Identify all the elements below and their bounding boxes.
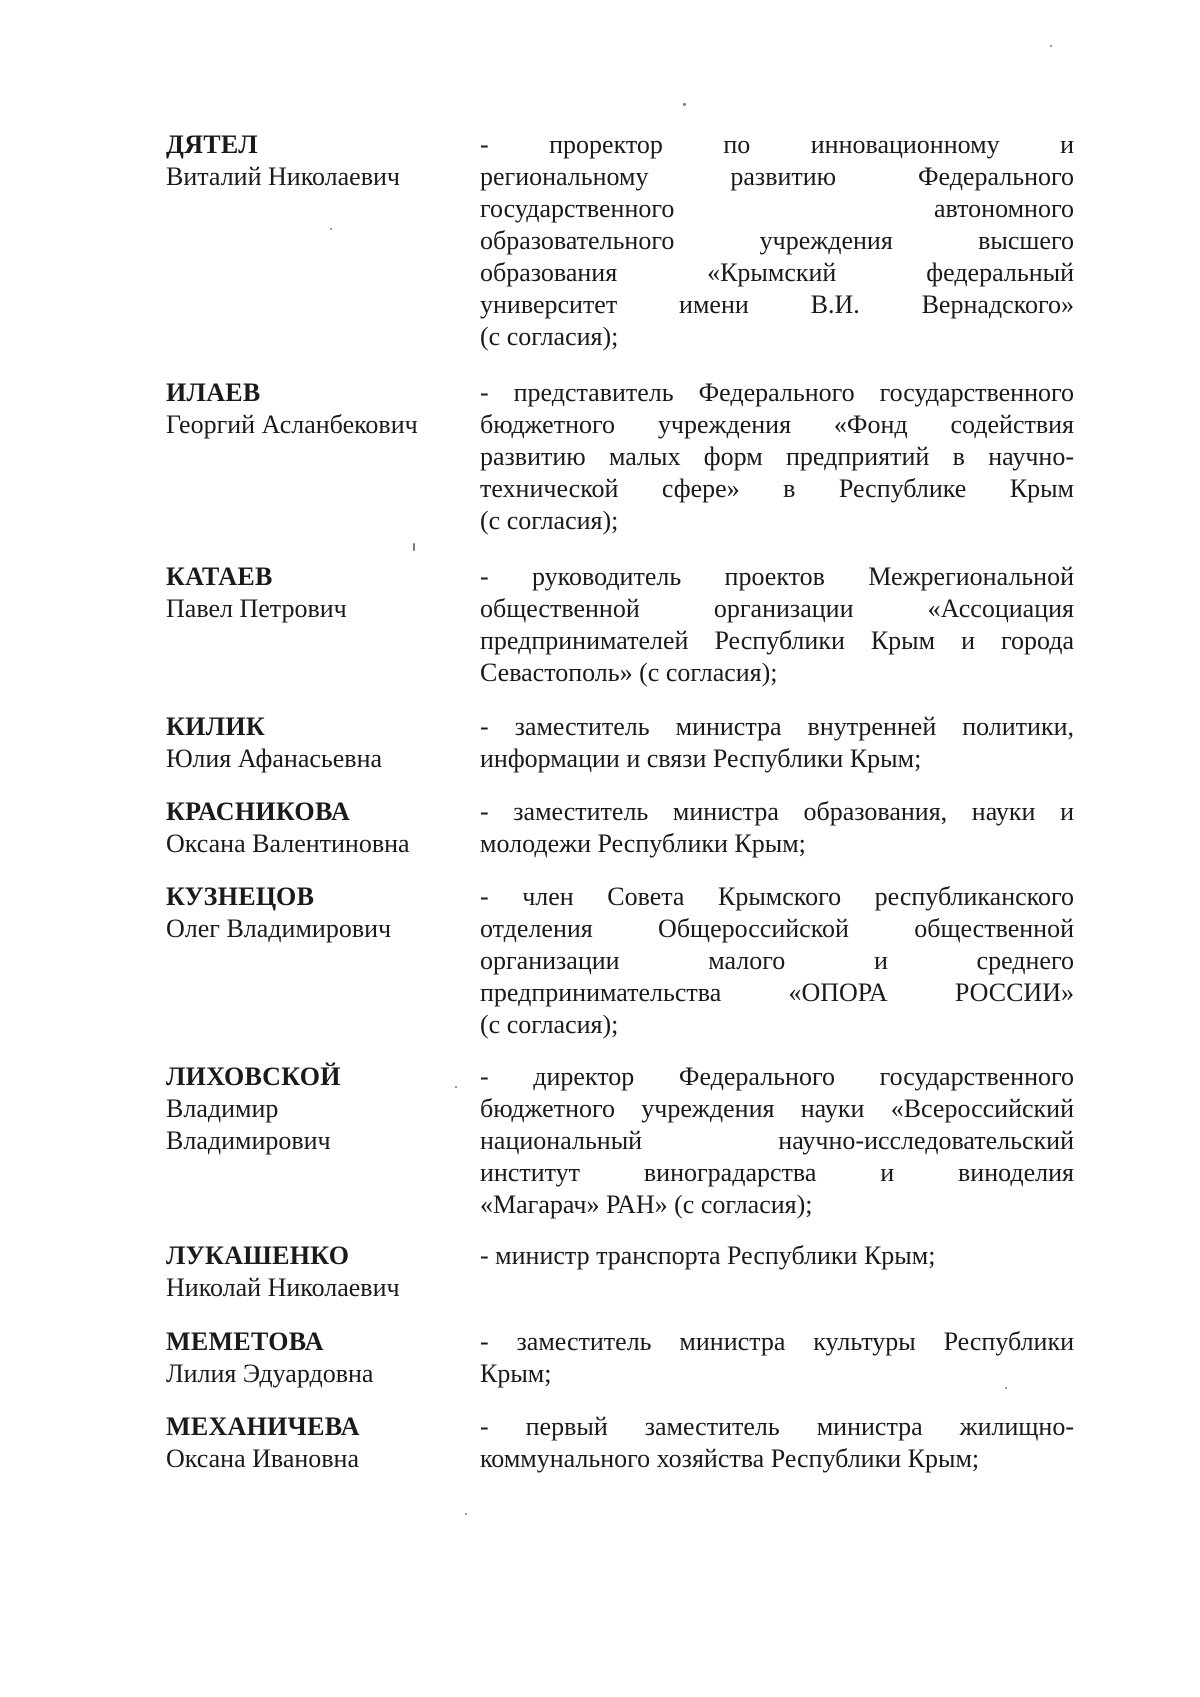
role-line: образовательного учреждения высшего — [480, 226, 1074, 255]
role-line: бюджетного учреждения «Фонд содействия — [480, 410, 1074, 439]
scan-speck — [683, 103, 686, 106]
role-line: - заместитель министра культуры Республики — [480, 1327, 1074, 1356]
member-surname: КИЛИК — [166, 712, 266, 741]
member-role — [480, 711, 1074, 775]
role-line: - директор Федерального государственного — [480, 1062, 1074, 1091]
member-role — [480, 377, 1074, 537]
member-name — [166, 711, 466, 775]
member-given-name: Лилия Эдуардовна — [166, 1359, 374, 1388]
role-line: - заместитель министра образования, науки и — [480, 797, 1074, 826]
member-given-name: Олег Владимирович — [166, 914, 392, 943]
role-line: информации и связи Республики Крым; — [480, 744, 922, 773]
member-name — [166, 1326, 466, 1390]
role-line: - член Совета Крымского республиканского — [480, 882, 1074, 911]
member-name — [166, 377, 466, 441]
member-given-name: Юлия Афанасьевна — [166, 744, 383, 773]
member-surname: ИЛАЕВ — [166, 378, 261, 407]
role-line: развитию малых форм предприятий в научно- — [480, 442, 1074, 471]
member-name — [166, 1240, 466, 1304]
member-role — [480, 561, 1074, 689]
scan-speck — [1050, 45, 1052, 47]
member-surname: МЕМЕТОВА — [166, 1327, 324, 1356]
member-role — [480, 881, 1074, 1041]
member-given-name: Оксана Ивановна — [166, 1444, 360, 1473]
member-name — [166, 796, 466, 860]
member-surname: КУЗНЕЦОВ — [166, 882, 315, 911]
scan-speck — [330, 228, 332, 230]
member-given-name: Виталий Николаевич — [166, 162, 400, 191]
member-surname: ЛИХОВСКОЙ — [166, 1062, 341, 1091]
role-line: молодежи Республики Крым; — [480, 829, 806, 858]
scan-speck — [413, 543, 415, 551]
member-given-name: Георгий Асланбекович — [166, 410, 418, 439]
member-surname: ЛУКАШЕНКО — [166, 1241, 350, 1270]
member-role — [480, 129, 1074, 353]
member-role — [480, 1411, 1074, 1475]
role-line: коммунального хозяйства Республики Крым; — [480, 1444, 980, 1473]
role-line: (с согласия); — [480, 506, 619, 535]
role-line: - первый заместитель министра жилищно- — [480, 1412, 1074, 1441]
member-name — [166, 561, 466, 625]
member-surname: ДЯТЕЛ — [166, 130, 258, 159]
role-line: предпринимателей Республики Крым и города — [480, 626, 1074, 655]
role-line: институт виноградарства и виноделия — [480, 1158, 1074, 1187]
role-line: университет имени В.И. Вернадского» — [480, 290, 1074, 319]
scan-speck — [465, 1513, 467, 1515]
role-line: образования «Крымский федеральный — [480, 258, 1074, 287]
role-line: Крым; — [480, 1359, 552, 1388]
member-given-name: Павел Петрович — [166, 594, 347, 623]
role-line: предпринимательства «ОПОРА РОССИИ» — [480, 978, 1074, 1007]
member-surname: КРАСНИКОВА — [166, 797, 351, 826]
member-given-name: Оксана Валентиновна — [166, 829, 410, 858]
role-line: организации малого и среднего — [480, 946, 1074, 975]
role-line: - министр транспорта Республики Крым; — [480, 1241, 936, 1270]
member-role — [480, 796, 1074, 860]
role-line: отделения Общероссийской общественной — [480, 914, 1074, 943]
member-surname: МЕХАНИЧЕВА — [166, 1412, 360, 1441]
member-given-name: Николай Николаевич — [166, 1273, 400, 1302]
member-role — [480, 1240, 1074, 1272]
member-role — [480, 1326, 1074, 1390]
role-line: государственного автономного — [480, 194, 1074, 223]
role-line: Севастополь» (с согласия); — [480, 658, 778, 687]
role-line: региональному развитию Федерального — [480, 162, 1074, 191]
member-given-name: Владимир — [166, 1094, 279, 1123]
role-line: - руководитель проектов Межрегиональной — [480, 562, 1074, 591]
role-line: - проректор по инновационному и — [480, 130, 1074, 159]
member-given-name: Владимирович — [166, 1126, 331, 1155]
role-line: - заместитель министра внутренней политики, — [480, 712, 1074, 741]
member-name — [166, 881, 466, 945]
role-line: бюджетного учреждения науки «Всероссийский — [480, 1094, 1074, 1123]
role-line: (с согласия); — [480, 1010, 619, 1039]
member-name — [166, 129, 466, 193]
role-line: (с согласия); — [480, 322, 619, 351]
role-line: «Магарач» РАН» (с согласия); — [480, 1190, 813, 1219]
role-line: национальный научно-исследовательский — [480, 1126, 1074, 1155]
member-name — [166, 1411, 466, 1475]
role-line: общественной организации «Ассоциация — [480, 594, 1074, 623]
role-line: - представитель Федерального государственного — [480, 378, 1074, 407]
role-line: технической сфере» в Республике Крым — [480, 474, 1074, 503]
member-surname: КАТАЕВ — [166, 562, 273, 591]
member-role — [480, 1061, 1074, 1221]
member-name — [166, 1061, 466, 1157]
